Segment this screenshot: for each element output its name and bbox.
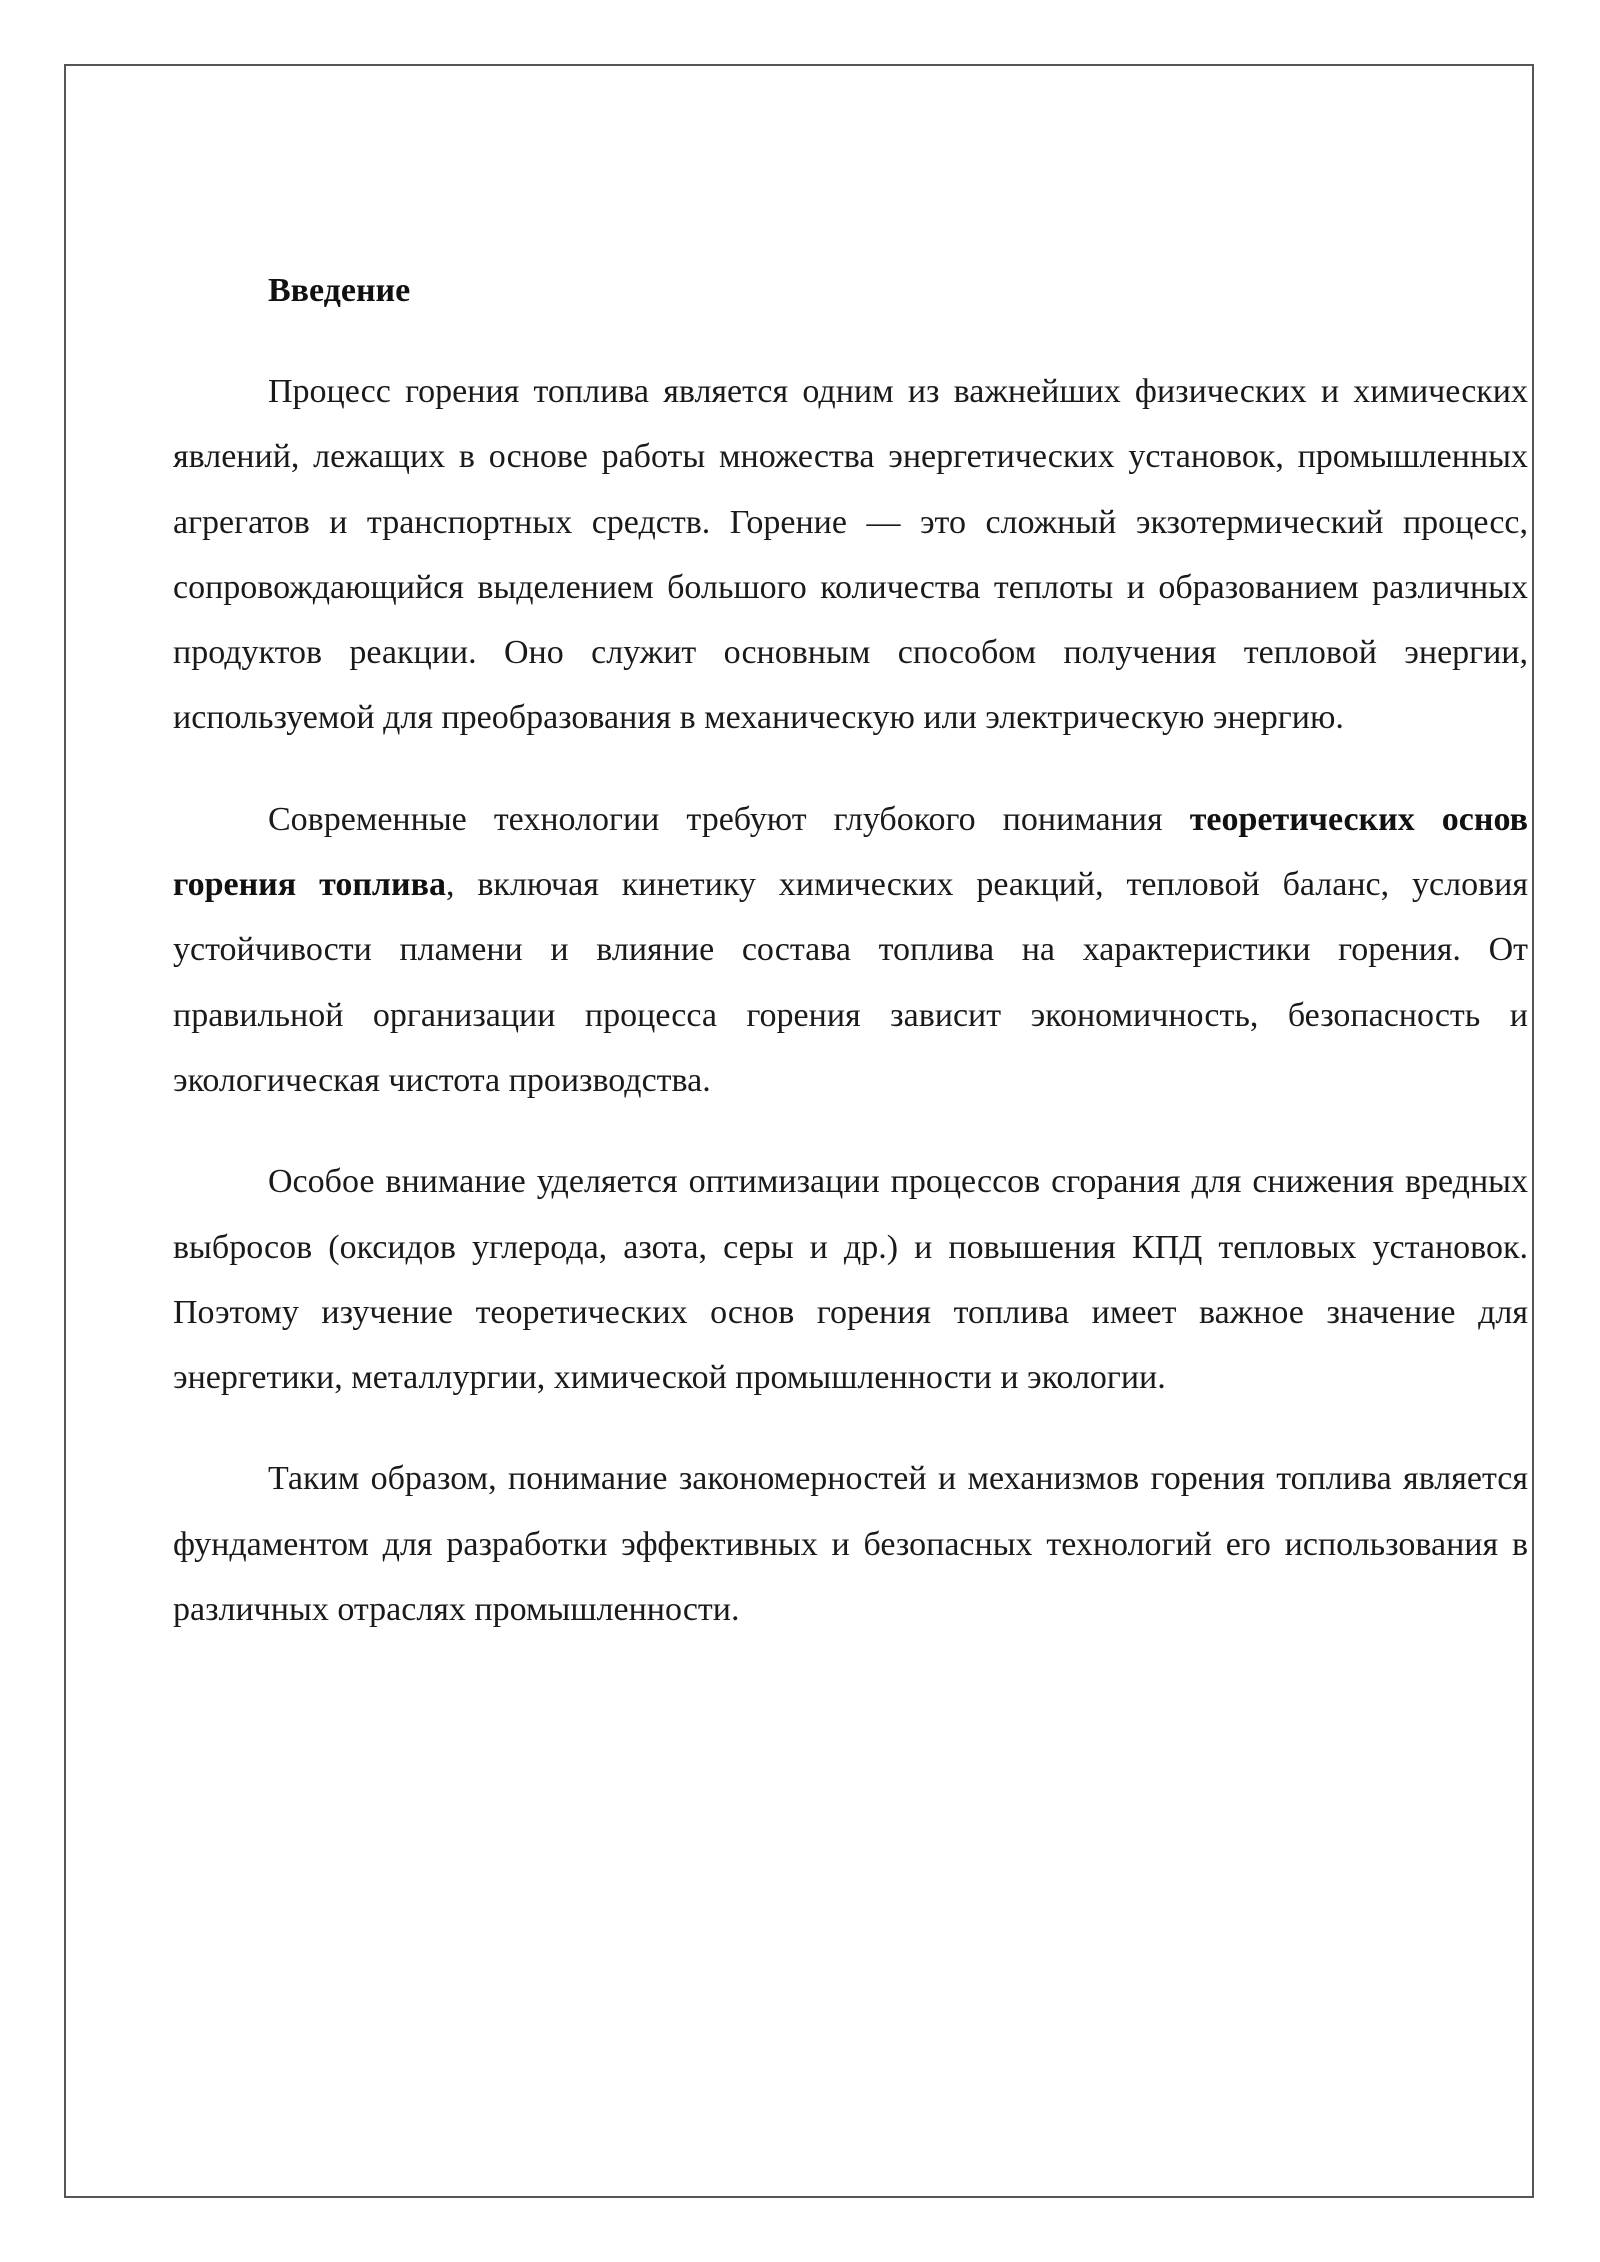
section-heading: Введение [268, 272, 411, 309]
paragraph-2-bold: теоретических основ горения топлива [173, 800, 1528, 904]
paragraph-2-start: Современные технологии требуют глубокого понимания [268, 800, 1190, 838]
paragraph-2 [173, 787, 1528, 1113]
paragraph-2-end: , включая кинетику химических реакций, тепловой баланс, условия устойчивости пламени и влияние состава топлива на характеристики горения. От правильной организации процесса горения зависит экономичность, безопасность и экологическая чистота производства. [173, 866, 1528, 1099]
document-body [173, 258, 1528, 1678]
paragraph-4: Таким образом, понимание закономерностей и механизмов горения топлива является фундаментом для разработки эффективных и безопасных технологий его использования в различных отраслях промышленности. [173, 1460, 1528, 1629]
paragraph-1: Процесс горения топлива является одним из важнейших физических и химических явлений, лежащих в основе работы множества энергетических установок, промышленных агрегатов и транспортных средств. Горение — это сложный экзотермический процесс, сопровождающийся выделением большого количества теплоты и образованием различных продуктов реакции. Оно служит основным способом получения тепловой энергии, используемой для преобразования в механическую или электрическую энергию. [173, 373, 1528, 737]
paragraph-3: Особое внимание уделяется оптимизации процессов сгорания для снижения вредных выбросов (оксидов углерода, азота, серы и др.) и повышения КПД тепловых установок. Поэтому изучение теоретических основ горения топлива имеет важное значение для энергетики, металлургии, химической промышленности и экологии. [173, 1163, 1528, 1397]
